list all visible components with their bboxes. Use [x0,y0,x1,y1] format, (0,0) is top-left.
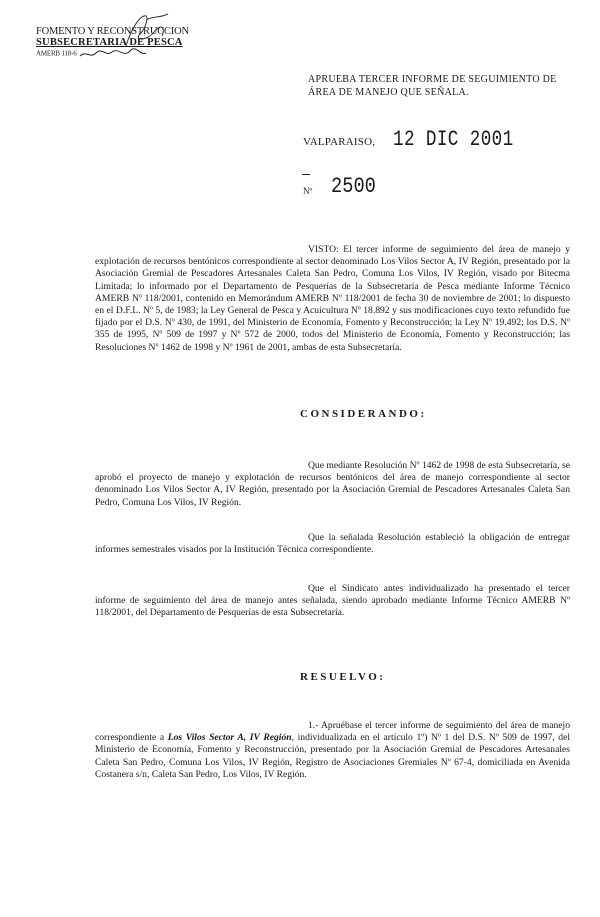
letterhead [36,26,189,60]
considerando-item-1 [95,460,570,509]
number-label: Nº [303,186,313,196]
letterhead-reference [36,48,189,60]
handwritten-initials-icon [78,48,148,60]
letterhead-ministry: FOMENTO Y RECONSTRUCCION [36,26,189,37]
resolution-number: 2500 [331,174,376,199]
letterhead-reference-code: AMERB 118-6 [36,49,77,58]
number-mark [302,174,310,175]
signature-scribble-icon [116,12,176,48]
considerando-item-2 [95,532,570,556]
considerando-text-1: Que mediante Resolución Nº 1462 de 1998 de esta Subsecretaría, se aprobó el proyecto de manejo y explotación de recursos bentónicos del área de manejo correspondiente al sector denominado Los Vilos Sector A, IV Región, presentado por la Asociación Gremial de Pescadores Artesanales Caleta San Pedro, Comuna Los Vilos, IV Región. [95,460,570,508]
letterhead-subsecretaria: SUBSECRETARIA DE PESCA [36,37,183,48]
resuelvo-area-name: Los Vilos Sector A, IV Región [167,732,292,744]
document-place: VALPARAISO, [303,136,376,148]
resuelvo-text-1b: , individualizada en el artículo 1º) Nº 1 del D.S. Nº 509 de 1997, del Ministerio de Economía, Fomento y Reconstrucción, presentado por la Asociación Gremial de Pescadores Artesanales Caleta San Pedro, Comuna Los Vilos, IV Región, Registro de Asociaciones Gremiales Nº 67-4, domiciliada en Avenida Costanera s/n, Caleta San Pedro, Los Vilos, IV Región. [95,732,571,780]
document-subject: APRUEBA TERCER INFORME DE SEGUIMIENTO DE ÁREA DE MANEJO QUE SEÑALA. [308,74,557,98]
resuelvo-item-1 [95,720,570,781]
considerando-text-3: Que el Sindicato antes individualizado ha presentado el tercer informe de seguimiento del área de manejo antes señalada, siendo aprobado mediante Informe Técnico AMERB Nº 118/2001, del Departamento de Pesquerías de esta Subsecretaría. [95,583,570,619]
resuelvo-heading: RESUELVO: [300,671,386,683]
visto-paragraph [95,244,570,354]
visto-text: El tercer informe de seguimiento del área de manejo y explotación de recursos bentónicos correspondiente al sector denominado Los Vilos Sector A, IV Región, presentado por la Asociación Gremial de Pescadores Artesanales Caleta San Pedro, Comuna Los Vilos, IV Región, visado por Bitecma Limitada; lo informado por el Departamento de Pesquerías de la Subsecretaría de Pesca mediante Informe Técnico AMERB Nº 118/2001, contenido en Memorándum AMERB Nº 118/2001 de fecha 30 de noviembre de 2001; lo dispuesto en el D.F.L. Nº 5, de 1983; la Ley General de Pesca y Acuicultura Nº 18.892 y sus modificaciones cuyo texto refundido fue fijado por el D.S. Nº 430, de 1991, del Ministerio de Economía, Fomento y Reconstrucción; la Ley Nº 19.492; los D.S. Nº 355 de 1995, Nº 509 de 1997 y Nº 572 de 2000, todos del Ministerio de Economía, Fomento y Reconstrucción; las Resoluciones Nº 1462 de 1998 y Nº 1961 de 2001, ambas de esta Subsecretaría. [95,244,570,353]
considerando-item-3 [95,583,570,620]
considerando-text-2: Que la señalada Resolución estableció la obligación de entregar informes semestrales visados por la Institución Técnica correspondiente. [95,532,570,556]
considerando-heading: CONSIDERANDO: [300,408,427,420]
resuelvo-text-1a: 1.- Apruébase el tercer informe de seguimiento del área de manejo correspondiente a [95,720,570,744]
visto-label: VISTO: [308,244,339,255]
date-stamp: 12 DIC 2001 [393,127,514,152]
